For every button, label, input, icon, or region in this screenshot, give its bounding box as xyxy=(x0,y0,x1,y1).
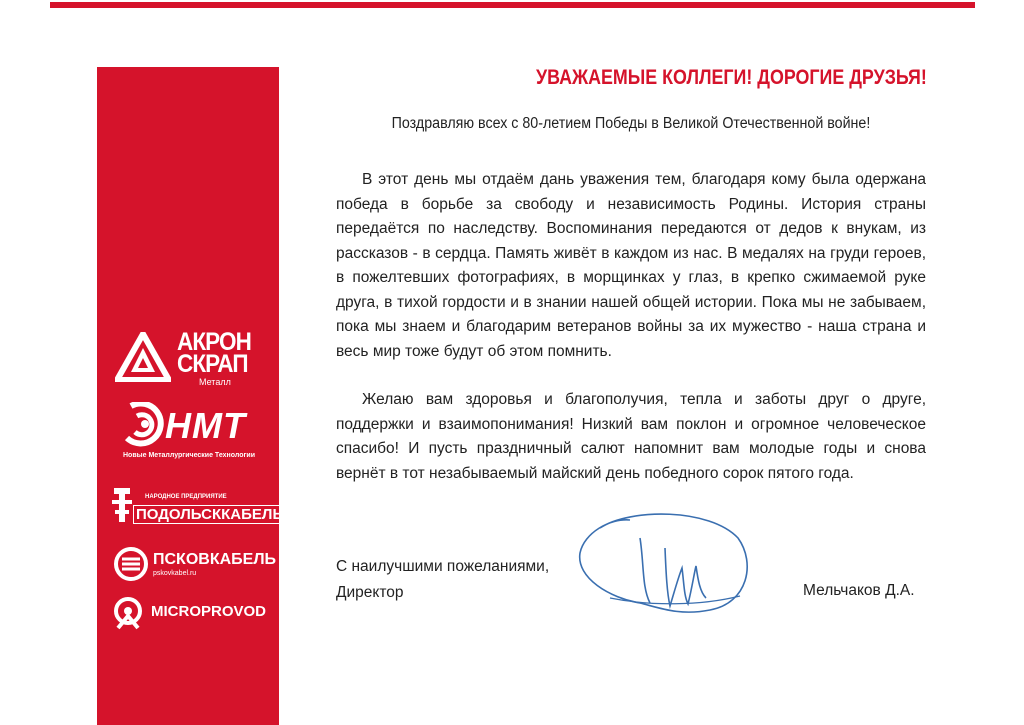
sidebar-brand-panel xyxy=(97,67,284,725)
closing-greeting: С наилучшими пожеланиями, xyxy=(336,558,550,575)
akron-subtitle: Металл xyxy=(199,377,231,387)
nmt-name: НМТ xyxy=(165,405,246,446)
akron-name-line2: СКРАП xyxy=(177,350,248,378)
nmt-logo xyxy=(123,402,273,462)
podolskkabel-logo xyxy=(111,486,284,526)
letter-paragraph-2: Желаю вам здоровья и благополучия, тепла и заботы друг о друге, поддержки и взаимопонимания! Низкий вам поклон и огромное человеческое спасибо! И пусть праздничный салют напомнит вам молодые годы и снова вернёт в тот незабываемый майский день победного сорок пятого года. xyxy=(336,391,926,482)
top-accent-line xyxy=(50,2,975,8)
podolsk-tower-icon xyxy=(111,486,133,524)
nmt-swirl-icon xyxy=(123,402,167,448)
letter-intro: Поздравляю всех с 80-летием Победы в Великой Отечественной войне! xyxy=(391,115,871,132)
letter-paragraph-1: В этот день мы отдаём дань уважения тем, благодаря кому была одержана победа в борьбе за свободу и независимость Родины. История страны передаётся по наследству. Воспоминания передаются от дедов к внукам, из рассказов - в сердца. Память живёт в каждом из нас. В медалях на груди героев, в пожелтевших фотографиях, в морщинках у глаз, в крепко сжимаемой руке друга, в тихой гордости и в знании нашей общей истории. Пока мы не забываем, пока мы знаем и благодарим ветеранов войны за их мужество - наша страна и весь мир тоже будут об этом помнить. xyxy=(336,171,926,360)
akron-triangle-icon xyxy=(115,332,171,382)
pskovkabel-logo xyxy=(113,546,277,586)
podolsk-name: ПОДОЛЬСККАБЕЛЬ xyxy=(133,505,286,524)
podolsk-top-text: НАРОДНОЕ ПРЕДПРИЯТИЕ xyxy=(145,494,227,500)
microprovod-emblem-icon xyxy=(111,596,145,630)
pskov-name: ПСКОВКАБЕЛЬ xyxy=(153,551,277,568)
signature-image xyxy=(570,508,760,628)
pskov-website: pskovkabel.ru xyxy=(153,570,197,577)
signer-name: Мельчаков Д.А. xyxy=(803,582,915,599)
nmt-subtitle: Новые Металлургические Технологии xyxy=(123,452,256,459)
akron-scrap-logo xyxy=(115,330,275,386)
microprovod-name: MICROPROVOD xyxy=(151,603,267,620)
microprovod-logo xyxy=(111,596,276,630)
closing-block xyxy=(336,554,549,606)
pskov-circle-icon xyxy=(113,546,149,582)
akron-name-line1: АКРОН xyxy=(177,328,251,356)
letter-heading: УВАЖАЕМЫЕ КОЛЛЕГИ! ДОРОГИЕ ДРУЗЬЯ! xyxy=(536,66,927,89)
closing-title: Директор xyxy=(336,584,404,601)
